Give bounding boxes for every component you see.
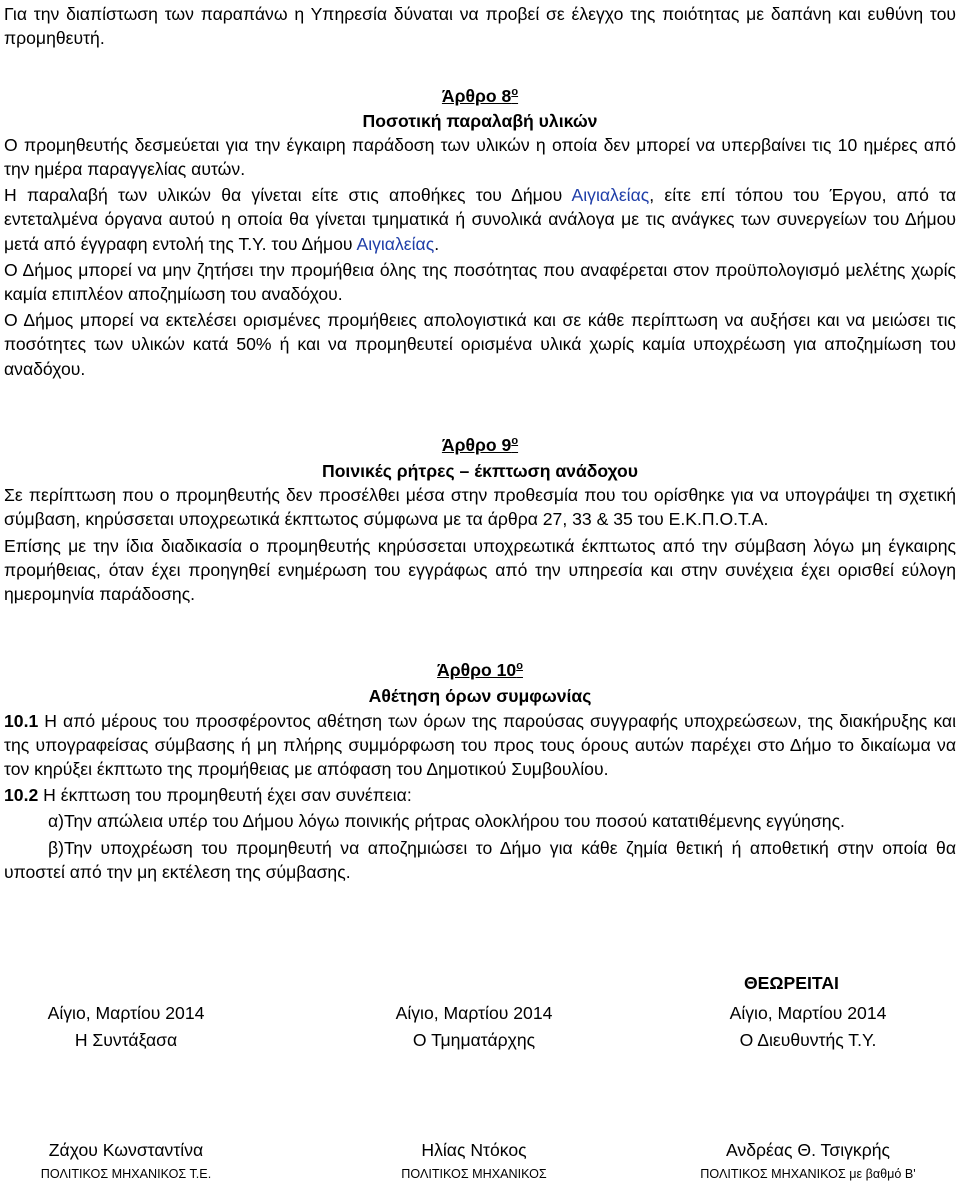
article-10-paragraph-4: β)Την υποχρέωση του προμηθευτή να αποζημιώσει το Δήμο για κάθε ζημία θετική ή αποθετική στην οποία θα υποστεί από την μη εκτέλεση της σύμβασης.	[4, 837, 956, 882]
article-10-p2-text: Η έκπτωση του προμηθευτή έχει σαν συνέπεια:	[38, 785, 412, 806]
signature-date: Αίγιο, Μαρτίου 2014	[47, 1003, 205, 1023]
article-9-heading	[4, 429, 956, 457]
article-8-heading-text: Άρθρο 8	[441, 86, 512, 107]
article-8-paragraph-1: Ο προμηθευτής δεσμεύεται για την έγκαιρη παράδοση των υλικών η οποία δεν μπορεί να υπερβαίνει τις 10 ημέρες από την ημέρα παραγγελίας αυτών.	[4, 134, 956, 180]
signature-role: Η Συντάξασα	[74, 1030, 178, 1050]
signature-date: Αίγιο, Μαρτίου 2014	[729, 1003, 887, 1023]
article-10-subheading: Αθέτηση όρων συμφωνίας	[368, 686, 592, 707]
signature-col-2	[352, 1000, 596, 1054]
article-9-heading-text: Άρθρο 9	[441, 434, 512, 455]
article-10-heading-text: Άρθρο 10	[437, 660, 517, 681]
article-8-p2-text-b: , είτε επί τόπου του Έργου, από τα εντεταλμένα όργανα αυτού η οποία θα γίνεται τμηματικά ή συνολικά ανάλογα με τις ανάγκες των συνεργείων του Δήμου μετά από έγγραφη εντολή της Τ.Υ. του Δήμου	[4, 185, 956, 254]
signature-title-2: ΠΟΛΙΤΙΚΟΣ ΜΗΧΑΝΙΚΟΣ	[401, 1167, 547, 1181]
article-9-subheading: Ποινικές ρήτρες – έκπτωση ανάδοχου	[321, 461, 639, 482]
signature-date: Αίγιο, Μαρτίου 2014	[395, 1003, 553, 1023]
signature-title-3: ΠΟΛΙΤΙΚΟΣ ΜΗΧΑΝΙΚΟΣ με βαθμό Β'	[700, 1167, 916, 1181]
article-8-p2-place-1: Αιγιαλείας	[571, 185, 650, 206]
signature-role: Ο Τμηματάρχης	[412, 1030, 536, 1050]
article-8-heading-sup: ο	[511, 86, 519, 99]
top-paragraph: Για την διαπίστωση των παραπάνω η Υπηρεσία δύναται να προβεί σε έλεγχο της ποιότητας με δαπάνη και ευθύνη του προμηθευτή.	[4, 4, 956, 49]
approved-label: ΘΕΩΡΕΙΤΑΙ	[744, 973, 839, 993]
article-9-heading-sup: ο	[511, 434, 519, 447]
article-8-paragraph-3: Ο Δήμος μπορεί να μην ζητήσει την προμήθεια όλης της ποσότητας που αναφέρεται στον προϋπολογισμό μελέτης χωρίς καμία επιπλέον αποζημίωση του αναδόχου.	[4, 259, 956, 305]
article-10-p1-text: Η από μέρους του προσφέροντος αθέτηση των όρων της παρούσας συγγραφής υποχρεώσεων, της διακήρυξης και της υπογραφείσας σύμβασης ή μη πλήρης συμμόρφωση του προς τους όρους αυτών παρέχει στο Δήμο το δικαίωμα να τον κηρύξει έκπτωτο της προμήθειας με απόφαση του Δημοτικού Συμβουλίου.	[4, 710, 956, 780]
signature-name-1: Ζάχου Κωνσταντίνα	[48, 1140, 204, 1160]
signature-col-3	[686, 1000, 930, 1054]
article-8-paragraph-2	[4, 183, 956, 256]
document-body	[4, 2, 956, 884]
article-8-p2-text-c: .	[434, 233, 440, 254]
article-10-p1-number: 10.1	[4, 710, 39, 731]
article-10-p2-number: 10.2	[4, 785, 39, 806]
signature-name-2: Ηλίας Ντόκος	[421, 1140, 527, 1160]
article-9-paragraph-1: Σε περίπτωση που ο προμηθευτής δεν προσέλθει μέσα στην προθεσμία που του ορίσθηκε για να υπογράψει τη σχετική σύμβαση, κηρύσσεται υποχρεωτικά έκπτωτος σύμφωνα με τα άρθρα 27, 33 & 35 του Ε.Κ.Π.Ο.Τ.Α.	[4, 485, 956, 530]
article-8-heading	[4, 80, 956, 108]
signature-name-3: Ανδρέας Θ. Τσιγκρής	[726, 1140, 890, 1160]
signature-col-1	[6, 1000, 246, 1054]
signature-role: Ο Διευθυντής Τ.Υ.	[739, 1030, 877, 1050]
article-8-subheading: Ποσοτική παραλαβή υλικών	[362, 110, 598, 131]
article-10-heading	[4, 654, 956, 682]
article-10-paragraph-3: α)Την απώλεια υπέρ του Δήμου λόγω ποινικής ρήτρας ολοκλήρου του ποσού κατατιθέμενης εγγύησης.	[48, 811, 845, 832]
article-9-paragraph-2: Επίσης με την ίδια διαδικασία ο προμηθευτής κηρύσσεται υποχρεωτικά έκπτωτος από την σύμβαση λόγω μη έγκαιρης προμήθειας, όταν έχει προηγηθεί ενημέρωση του εγγράφως από την υπηρεσία και στην συνέχεια έχει ορισθεί εύλογη ημερομηνία παράδοσης.	[4, 535, 956, 605]
article-8-p2-text-a: Η παραλαβή των υλικών θα γίνεται είτε στις αποθήκες του Δήμου	[4, 185, 572, 206]
article-10-paragraph-2	[4, 783, 956, 807]
signature-title-1: ΠΟΛΙΤΙΚΟΣ ΜΗΧΑΝΙΚΟΣ Τ.Ε.	[40, 1167, 212, 1181]
article-8-paragraph-4: Ο Δήμος μπορεί να εκτελέσει ορισμένες προμήθειες απολογιστικά και σε κάθε περίπτωση να αυξήσει και να μειώσει τις ποσότητες των υλικών κατά 50% ή και να προμηθευτεί ορισμένα υλικά χωρίς καμία υποχρέωση για αποζημίωση του αναδόχου.	[4, 310, 956, 379]
article-10-heading-sup: ο	[516, 660, 523, 673]
article-10-paragraph-1	[4, 709, 956, 782]
article-8-p2-place-2: Αιγιαλείας	[356, 233, 435, 254]
